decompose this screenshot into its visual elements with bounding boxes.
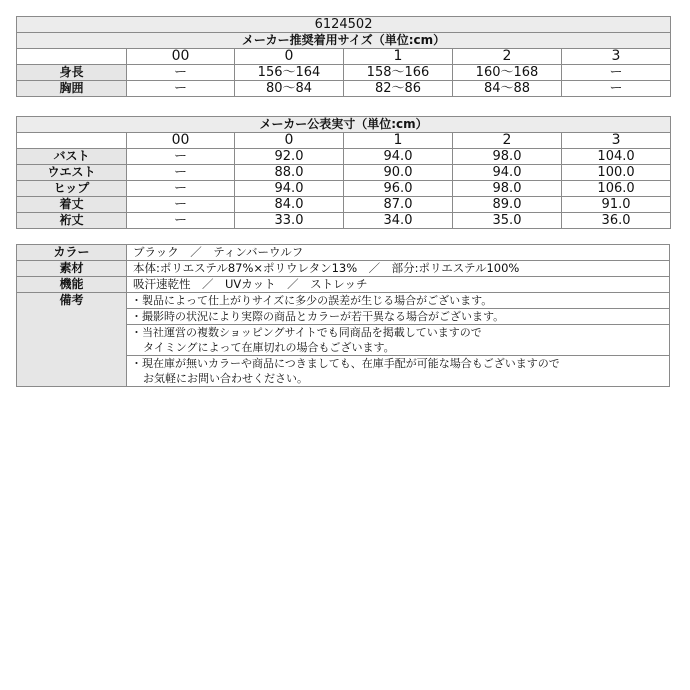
table-cell: 100.0: [562, 165, 671, 181]
table-cell: 104.0: [562, 149, 671, 165]
note-item: [127, 325, 670, 356]
table-cell: ー: [127, 81, 235, 97]
measured-size-table: [16, 116, 671, 229]
table-row: [17, 65, 671, 81]
table-cell: 96.0: [344, 181, 453, 197]
product-spec-table: [16, 244, 670, 387]
table-cell: 35.0: [453, 213, 562, 229]
corner-cell: [17, 133, 127, 149]
table-cell: 36.0: [562, 213, 671, 229]
table-row: [17, 197, 671, 213]
table-cell: 160〜168: [453, 65, 562, 81]
table-cell: 98.0: [453, 181, 562, 197]
table-cell: 158〜166: [344, 65, 453, 81]
row-label: 身長: [17, 65, 127, 81]
note-item: ・撮影時の状況により実際の商品とカラーが若干異なる場合がございます。: [127, 309, 670, 325]
table-cell: 106.0: [562, 181, 671, 197]
row-label: ウエスト: [17, 165, 127, 181]
table-row: [17, 181, 671, 197]
measured-table-title: メーカー公表実寸（単位:cm）: [17, 117, 671, 133]
table-cell: 82〜86: [344, 81, 453, 97]
table-cell: 92.0: [235, 149, 344, 165]
table-cell: 156〜164: [235, 65, 344, 81]
color-label: カラー: [17, 245, 127, 261]
size-header: 00: [127, 133, 235, 149]
color-value: ブラック ／ ティンバーウルフ: [127, 245, 670, 261]
table-cell: ー: [127, 149, 235, 165]
table-cell: 84.0: [235, 197, 344, 213]
note-item: ・製品によって仕上がりサイズに多少の誤差が生じる場合がございます。: [127, 293, 670, 309]
table-row: [17, 149, 671, 165]
table-cell: ー: [127, 165, 235, 181]
spec-row-material: [17, 261, 670, 277]
size-header: 0: [235, 49, 344, 65]
recommended-table-title: メーカー推奨着用サイズ（単位:cm）: [17, 33, 671, 49]
table-cell: ー: [562, 81, 671, 97]
table-cell: ー: [127, 65, 235, 81]
spec-row-function: [17, 277, 670, 293]
table-cell: 87.0: [344, 197, 453, 213]
size-header: 00: [127, 49, 235, 65]
table-row: [17, 213, 671, 229]
row-label: バスト: [17, 149, 127, 165]
table-row: [17, 81, 671, 97]
note-line: お気軽にお問い合わせください。: [143, 372, 308, 385]
note-line: ・当社運営の複数ショッピングサイトでも同商品を掲載していますので: [131, 326, 482, 339]
table-cell: 80〜84: [235, 81, 344, 97]
table-cell: 98.0: [453, 149, 562, 165]
recommended-size-table: [16, 16, 671, 97]
material-value: 本体:ポリエステル87%×ポリウレタン13% ／ 部分:ポリエステル100%: [127, 261, 670, 277]
table-cell: 90.0: [344, 165, 453, 181]
material-label: 素材: [17, 261, 127, 277]
corner-cell: [17, 49, 127, 65]
table-cell: 33.0: [235, 213, 344, 229]
table-cell: ー: [127, 181, 235, 197]
size-header: 1: [344, 49, 453, 65]
table-cell: 91.0: [562, 197, 671, 213]
size-header: 0: [235, 133, 344, 149]
table-row: [17, 165, 671, 181]
note-line: ・現在庫が無いカラーや商品につきましても、在庫手配が可能な場合もございますので: [131, 357, 560, 370]
row-label: ヒップ: [17, 181, 127, 197]
note-line: タイミングによって在庫切れの場合もございます。: [143, 341, 395, 354]
function-value: 吸汗速乾性 ／ UVカット ／ ストレッチ: [127, 277, 670, 293]
spec-row-color: [17, 245, 670, 261]
row-label: 着丈: [17, 197, 127, 213]
size-header: 1: [344, 133, 453, 149]
table-cell: 94.0: [344, 149, 453, 165]
table-cell: 94.0: [453, 165, 562, 181]
table-cell: 34.0: [344, 213, 453, 229]
table-cell: ー: [127, 197, 235, 213]
table-cell: ー: [562, 65, 671, 81]
row-label: 胸囲: [17, 81, 127, 97]
spec-row-notes: [17, 293, 670, 309]
note-item: [127, 356, 670, 387]
product-code: 6124502: [17, 17, 671, 33]
notes-label: 備考: [17, 293, 127, 387]
table-cell: 84〜88: [453, 81, 562, 97]
size-header: 3: [562, 133, 671, 149]
size-header: 2: [453, 133, 562, 149]
table-cell: 89.0: [453, 197, 562, 213]
function-label: 機能: [17, 277, 127, 293]
row-label: 裄丈: [17, 213, 127, 229]
table-cell: 88.0: [235, 165, 344, 181]
size-header: 3: [562, 49, 671, 65]
table-cell: ー: [127, 213, 235, 229]
table-cell: 94.0: [235, 181, 344, 197]
size-header: 2: [453, 49, 562, 65]
